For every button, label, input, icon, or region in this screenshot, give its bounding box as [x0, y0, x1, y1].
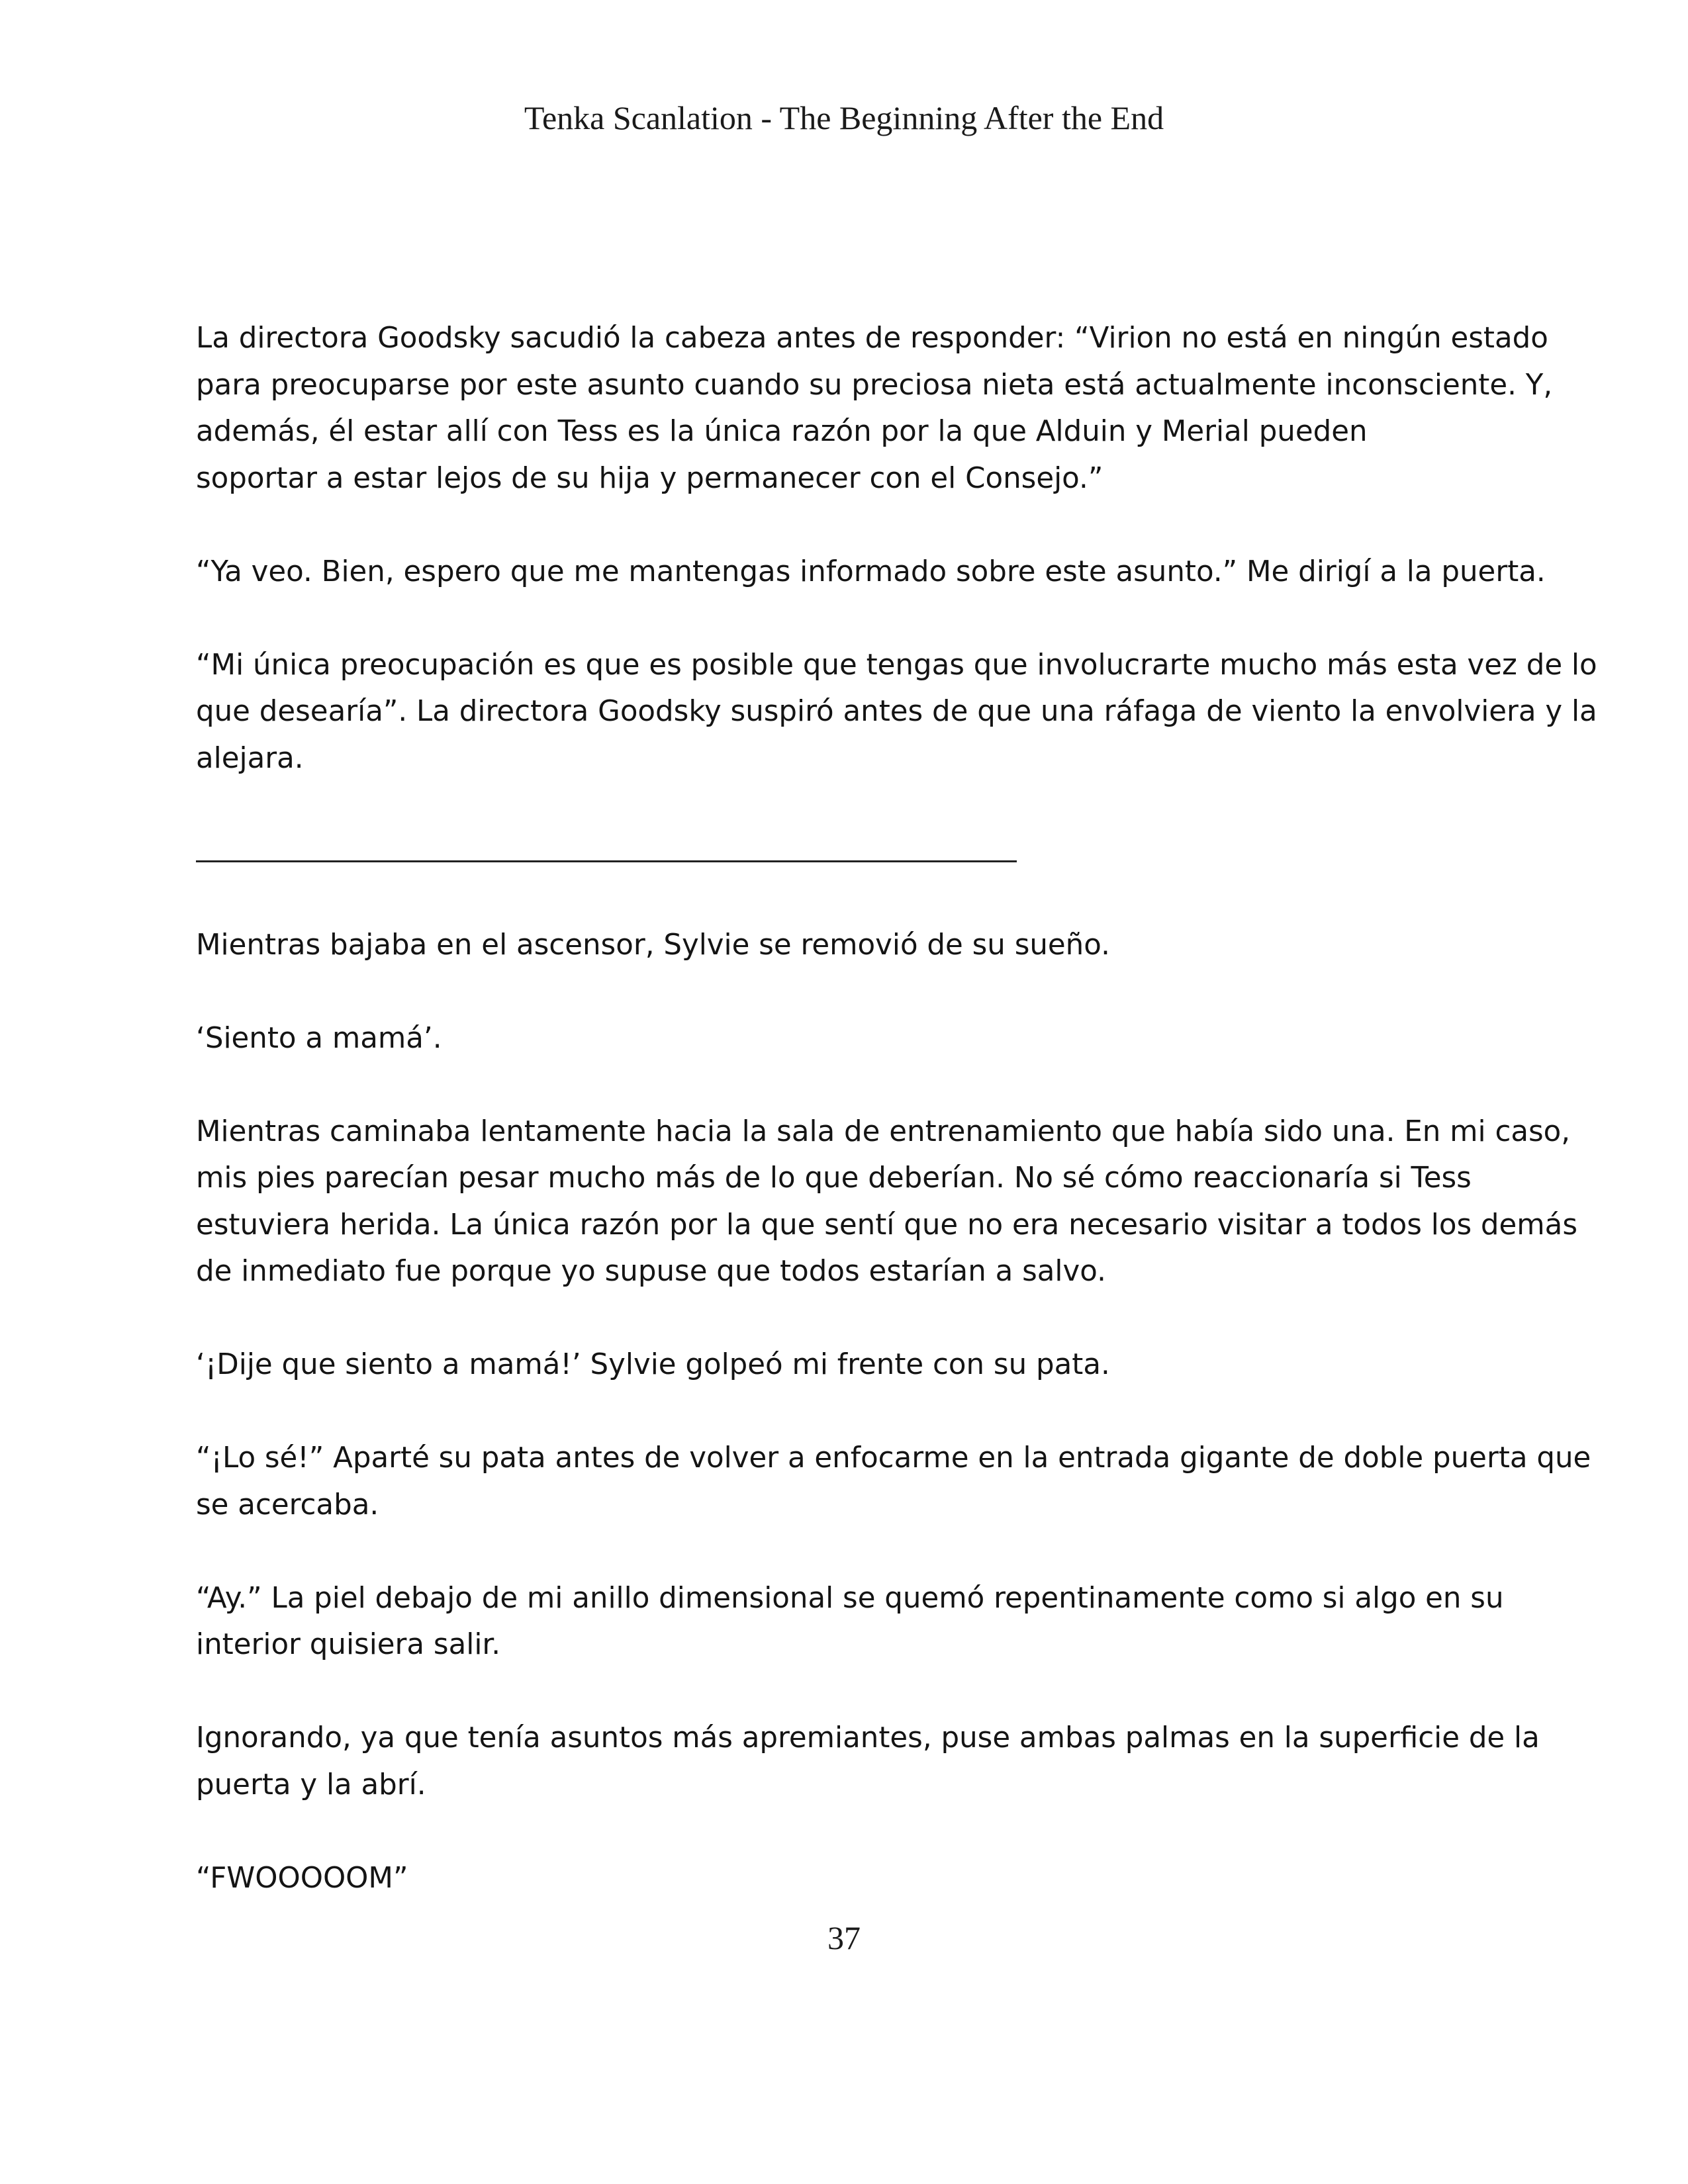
- text-line: “¡Lo sé!” Aparté su pata antes de volver a enfocarme en la entrada gigante de doble puerta que: [196, 1441, 1591, 1475]
- text-line: Mientras caminaba lentamente hacia la sala de entrenamiento que había sido una. En mi caso,: [196, 1115, 1571, 1148]
- paragraph: [196, 1435, 1591, 1528]
- text-line: alejara.: [196, 741, 304, 775]
- text-line: de inmediato fue porque yo supuse que todos estarían a salvo.: [196, 1255, 1106, 1288]
- text-line: ‘Siento a mamá’.: [196, 1021, 442, 1055]
- paragraph: [196, 1109, 1578, 1295]
- document-body: [196, 315, 1597, 1948]
- paragraph: [196, 1575, 1513, 1668]
- horizontal-rule: [196, 860, 1017, 862]
- page-header: Tenka Scanlation - The Beginning After the End: [524, 99, 1164, 136]
- text-line: se acercaba.: [196, 1488, 379, 1522]
- text-line: soportar a estar lejos de su hija y permanecer con el Consejo.”: [196, 461, 1103, 495]
- text-line: puerta y la abrí.: [196, 1768, 426, 1801]
- text-line: “FWOOOOOM”: [196, 1861, 408, 1895]
- text-line: Ignorando, ya que tenía asuntos más apremiantes, puse ambas palmas en la superficie de la: [196, 1721, 1540, 1754]
- text-line: estuviera herida. La única razón por la que sentí que no era necesario visitar a todos los demás: [196, 1208, 1578, 1242]
- text-line: además, él estar allí con Tess es la única razón por la que Alduin y Merial pueden: [196, 415, 1368, 448]
- paragraph: [196, 1015, 1513, 1062]
- text-line: ‘¡Dije que siento a mamá!’ Sylvie golpeó mi frente con su pata.: [196, 1348, 1110, 1381]
- paragraph: [196, 1342, 1513, 1388]
- paragraph: [196, 922, 1513, 969]
- text-line: Mientras bajaba en el ascensor, Sylvie se removió de su sueño.: [196, 928, 1110, 962]
- text-line: La directora Goodsky sacudió la cabeza antes de responder: “Virion no está en ningún estado: [196, 322, 1548, 355]
- paragraph: [196, 642, 1597, 782]
- section-separator: [196, 829, 1513, 876]
- paragraph: [196, 549, 1546, 596]
- text-line: “Ay.” La piel debajo de mi anillo dimensional se quemó repentinamente como si algo en su: [196, 1581, 1504, 1615]
- paragraph: [196, 315, 1553, 502]
- text-line: que desearía”. La directora Goodsky suspiró antes de que una ráfaga de viento la envolviera y la: [196, 695, 1597, 728]
- paragraph: [196, 1855, 1513, 1902]
- page-number: 37: [827, 1919, 861, 1956]
- text-line: para preocuparse por este asunto cuando su preciosa nieta está actualmente inconsciente. Y,: [196, 368, 1553, 402]
- text-line: mis pies parecían pesar mucho más de lo que deberían. No sé cómo reaccionaría si Tess: [196, 1161, 1472, 1195]
- text-line: “Ya veo. Bien, espero que me mantengas informado sobre este asunto.” Me dirigí a la puerta.: [196, 555, 1546, 588]
- text-line: “Mi única preocupación es que es posible que tengas que involucrarte mucho más esta vez de lo: [196, 648, 1597, 682]
- paragraph: [196, 1715, 1540, 1808]
- text-line: interior quisiera salir.: [196, 1628, 501, 1661]
